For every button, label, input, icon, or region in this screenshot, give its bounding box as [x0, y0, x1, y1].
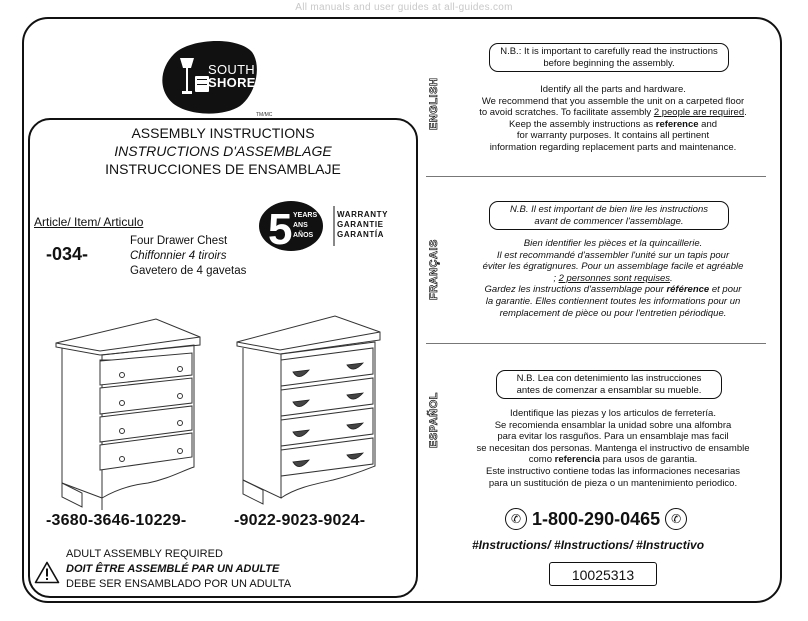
article-label: Article/ Item/ Articulo — [34, 215, 144, 229]
spanish-line: Identifique las piezas y los articulos de ferretería. — [510, 408, 716, 419]
warranty-years-fr: ANS — [293, 222, 308, 229]
phone-icon: ✆ — [505, 508, 527, 530]
english-line: to avoid scratches. To facilitate assembly 2 people are required. — [479, 107, 747, 119]
french-line: Il est recommandé d'assembler l'unité sur un tapis pour — [496, 249, 730, 261]
product-code-1: -3680-3646-10229- — [46, 512, 187, 529]
title-spanish: INSTRUCCIONES DE ENSAMBLAJE — [105, 161, 341, 177]
warranty-labels — [337, 210, 388, 240]
dresser-illustration-round-knobs — [52, 315, 202, 510]
description-english: Four Drawer Chest — [130, 235, 228, 247]
dresser-illustration-cup-pulls — [235, 312, 385, 507]
hashtags: #Instructions/ #Instructions/ #Instructivo — [472, 538, 705, 552]
adult-warning-en: ADULT ASSEMBLY REQUIRED — [66, 548, 223, 560]
nb-spanish-line2: antes de comenzar a ensamblar su mueble. — [516, 384, 702, 396]
description-french: Chiffonnier 4 tiroirs — [130, 250, 227, 262]
part-number: 10025313 — [549, 562, 657, 586]
nb-french-line2: avant de commencer l'assemblage. — [534, 215, 684, 227]
section-divider — [426, 343, 766, 344]
english-line: Keep the assembly instructions as reference and — [508, 118, 718, 130]
nb-french-line1: N.B. Il est important de bien lire les instructions — [509, 204, 708, 215]
warranty-label-en: WARRANTY — [337, 210, 389, 219]
spanish-line: para evitar los rasguños. Para un ensamblaje mas facil — [497, 431, 729, 443]
trademark-label: TM/MC — [256, 112, 273, 118]
logo-line2: SHORE — [208, 75, 256, 90]
french-line: Gardez les instructions d'assemblage pour référence et pour — [484, 284, 742, 296]
description-spanish: Gavetero de 4 gavetas — [130, 265, 247, 277]
two-people-required: 2 people are required — [653, 107, 745, 119]
warranty-label-es: GARANTÍA — [337, 230, 385, 239]
warning-triangle-icon — [34, 561, 60, 584]
side-label-french: FRANÇAIS — [428, 239, 440, 300]
logo-wordmark — [208, 63, 256, 89]
french-line: ; 2 personnes sont requises. — [553, 272, 673, 284]
french-line: la garantie. Elles contiennent toutes les informations pour un — [485, 295, 741, 307]
english-line: Identify all the parts and hardware. — [540, 84, 686, 95]
title-english: ASSEMBLY INSTRUCTIONS — [131, 125, 315, 141]
spanish-line: Se recomienda ensamblar la unidad sobre una alfombra — [494, 419, 732, 431]
spanish-line: Este instructivo contiene todas las informaciones necesarias — [486, 465, 740, 477]
watermark-text: All manuals and user guides at all-guides.com — [295, 2, 513, 13]
nb-spanish-line1: N.B. Lea con detenimiento las instrucciones — [516, 373, 702, 384]
nb-english-line2: before beginning the assembly. — [543, 57, 675, 69]
adult-warning-fr: DOIT ÊTRE ASSEMBLÉ PAR UN ADULTE — [66, 563, 280, 575]
english-line: We recommend that you assemble the unit on a carpeted floor — [481, 95, 745, 107]
nb-box-spanish — [496, 370, 722, 399]
nb-box-french — [489, 201, 729, 230]
warranty-label-fr: GARANTIE — [337, 220, 384, 229]
adult-warning-es: DEBE SER ENSAMBLADO POR UN ADULTA — [66, 578, 292, 590]
french-line: Bien identifier les pièces et la quincaillerie. — [523, 238, 703, 249]
side-label-spanish: ESPAÑOL — [428, 392, 440, 448]
article-code: -034- — [46, 244, 89, 264]
english-line: information regarding replacement parts and maintenance. — [489, 141, 737, 153]
spanish-line: como referencia para usos de garantia. — [528, 454, 698, 466]
french-line: remplacement de pièce ou pour l'entretien périodique. — [499, 307, 727, 319]
french-line: éviter les égratignures. Pour un assemblage facile et agréable — [482, 261, 744, 273]
warranty-years-es: AÑOS — [293, 232, 314, 239]
phone-number: 1-800-290-0465 — [532, 508, 661, 529]
french-instructions — [448, 238, 778, 319]
spanish-instructions — [448, 408, 778, 489]
nb-english-line1: N.B.: It is important to carefully read the instructions — [500, 46, 718, 57]
warranty-badge — [258, 200, 336, 252]
english-instructions — [448, 84, 778, 154]
logo-line1: SOUTH — [208, 62, 255, 77]
product-code-2: -9022-9023-9024- — [234, 512, 366, 529]
phone-number-row — [505, 508, 687, 530]
english-line: for warranty purposes. It contains all pertinent — [516, 130, 710, 142]
spanish-line: se necesitan dos personas. Mantenga el instructivo de ensamble — [476, 442, 750, 454]
warranty-years-en: YEARS — [293, 212, 318, 219]
nb-box-english — [489, 43, 729, 72]
side-label-english: ENGLISH — [428, 77, 440, 130]
two-people-required-fr: 2 personnes sont requises — [558, 272, 671, 284]
phone-icon: ✆ — [665, 508, 687, 530]
warranty-number: 5 — [268, 205, 293, 252]
title-french: INSTRUCTIONS D'ASSEMBLAGE — [114, 143, 332, 159]
section-divider — [426, 176, 766, 177]
spanish-line: para un sustitución de pieza o un mantenimiento periodico. — [488, 477, 738, 489]
